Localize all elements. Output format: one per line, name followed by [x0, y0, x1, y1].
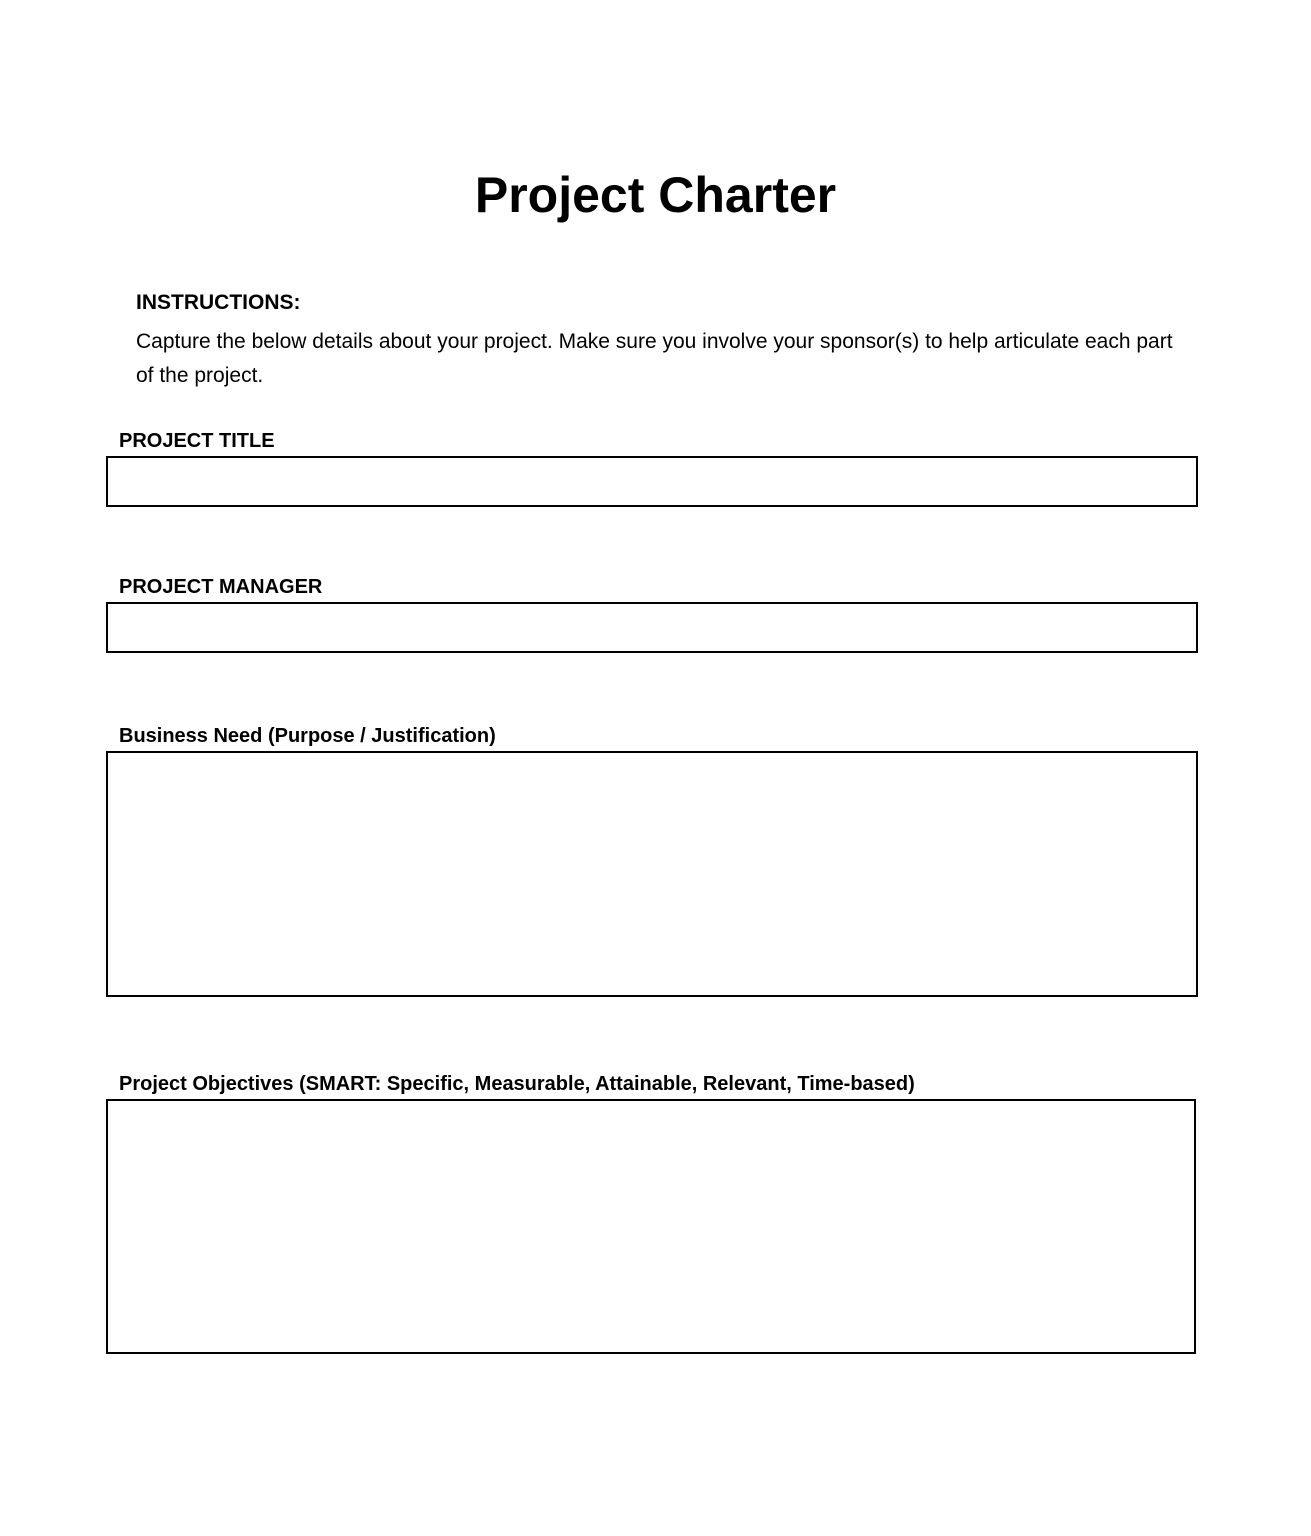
page-title: Project Charter	[474, 167, 837, 223]
project-manager-label: PROJECT MANAGER	[119, 576, 323, 598]
instructions-heading: INSTRUCTIONS:	[136, 291, 301, 314]
project-objectives-label: Project Objectives (SMART: Specific, Measurable, Attainable, Relevant, Time-based)	[119, 1073, 915, 1095]
business-need-field[interactable]	[106, 751, 1198, 997]
project-title-field[interactable]	[106, 456, 1198, 507]
project-objectives-field[interactable]	[106, 1099, 1196, 1354]
instructions-text: Capture the below details about your project. Make sure you involve your sponsor(s) to help articulate each part of the project.	[136, 330, 1173, 387]
project-manager-field[interactable]	[106, 602, 1198, 653]
business-need-label: Business Need (Purpose / Justification)	[119, 725, 496, 747]
project-title-label: PROJECT TITLE	[119, 430, 275, 452]
